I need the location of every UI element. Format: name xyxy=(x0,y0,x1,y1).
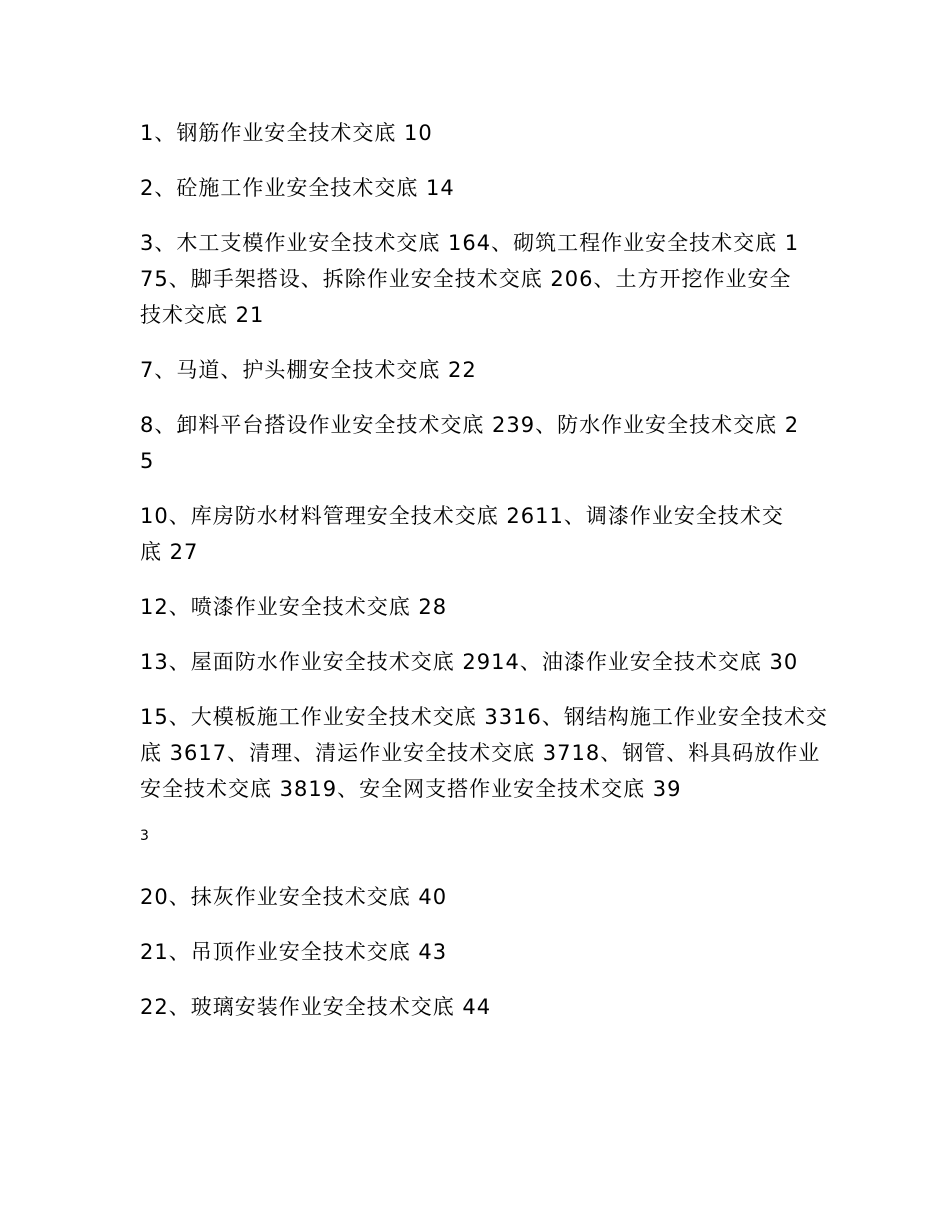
page-number: 3 xyxy=(140,828,149,844)
toc-entry-13-14: 13、屋面防水作业安全技术交底 2914、油漆作业安全技术交底 30 xyxy=(140,650,799,674)
toc-entry-12: 12、喷漆作业安全技术交底 28 xyxy=(140,595,448,619)
toc-entry-21: 21、吊顶作业安全技术交底 43 xyxy=(140,940,448,964)
toc-entry-1: 1、钢筋作业安全技术交底 10 xyxy=(140,121,433,145)
toc-entry-8-9: 8、卸料平台搭设作业安全技术交底 239、防水作业安全技术交底 25 xyxy=(140,413,800,473)
toc-entry-20: 20、抹灰作业安全技术交底 40 xyxy=(140,885,448,909)
toc-entry-3-6: 3、木工支模作业安全技术交底 164、砌筑工程作业安全技术交底 175、脚手架搭设、拆除作业安全技术交底 206、土方开挖作业安全技术交底 21 xyxy=(140,231,800,327)
toc-entry-22: 22、玻璃安装作业安全技术交底 44 xyxy=(140,995,492,1019)
toc-entry-7: 7、马道、护头棚安全技术交底 22 xyxy=(140,358,477,382)
toc-entry-15-19: 15、大模板施工作业安全技术交底 3316、钢结构施工作业安全技术交底 3617、清理、清运作业安全技术交底 3718、钢管、料具码放作业安全技术交底 3819、安全网支搭作业安全技术交底 39 xyxy=(140,705,828,801)
toc-entry-2: 2、砼施工作业安全技术交底 14 xyxy=(140,176,455,200)
toc-entry-10-11: 10、库房防水材料管理安全技术交底 2611、调漆作业安全技术交底 27 xyxy=(140,504,784,564)
toc-page xyxy=(140,115,840,1044)
